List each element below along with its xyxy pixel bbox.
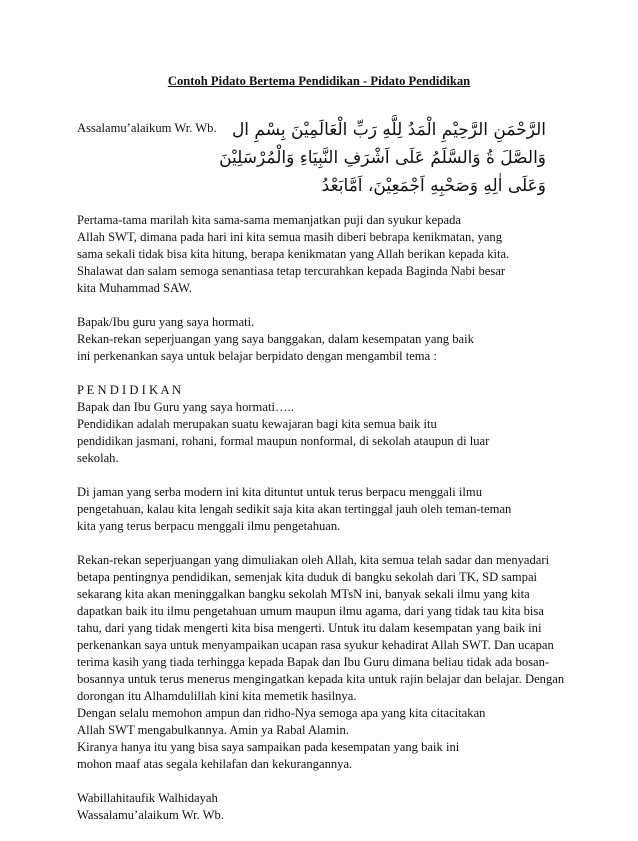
text-line: kita Muhammad SAW. <box>77 281 193 295</box>
paragraph-modern-era <box>77 484 577 535</box>
speech-body <box>77 212 577 841</box>
text-line: mohon maaf atas segala kehilafan dan kekurangannya. <box>77 757 353 771</box>
text-line: Pendidikan adalah merupakan suatu kewajaran bagi kita semua baik itu <box>77 417 437 431</box>
text-line: perkenankan saya untuk menyampaikan ucapan rasa syukur kehadirat Allah SWT. Dan ucapan <box>77 638 554 652</box>
text-line: Rekan-rekan seperjuangan yang dimuliakan oleh Allah, kita semua telah sadar dan menyadari <box>77 553 550 567</box>
text-line: terima kasih yang tiada terhingga kepada Bapak dan Ibu Guru dimana beliau tidak ada bosan- <box>77 655 550 669</box>
paragraph-gratitude <box>77 552 577 773</box>
text-line: sama sekali tidak bisa kita hitung, berapa kenikmatan yang Allah berikan kepada kita. <box>77 247 510 261</box>
text-line: Kiranya hanya itu yang bisa saya sampaikan pada kesempatan yang baik ini <box>77 740 460 754</box>
text-line: Rekan-rekan seperjuangan yang saya banggakan, dalam kesempatan yang baik <box>77 332 474 346</box>
arabic-line: وَالصَّلَ ةُ وَالسَّلَمُ عَلَى اَشْرَفِ النَّبِيَاءِ وَالْمُرْسَلِيْنَ <box>219 148 546 168</box>
text-line: Shalawat dan salam semoga senantiasa tetap tercurahkan kepada Baginda Nabi besar <box>77 264 506 278</box>
text-line: Allah SWT mengabulkannya. Amin ya Rabal Alamin. <box>77 723 349 737</box>
theme-heading: P E N D I D I K A N <box>77 383 182 397</box>
text-line: Bapak/Ibu guru yang saya hormati. <box>77 315 255 329</box>
arabic-line: الرَّحْمَنِ الرَّحِيْمِ الْمَدُ لِلَّهِ رَبِّ الْعَالَمِيْنَ بِسْمِ ال <box>231 120 546 140</box>
paragraph-address <box>77 314 577 365</box>
arabic-opening <box>219 116 546 200</box>
text-line: kita yang terus berpacu menggali ilmu pengetahuan. <box>77 519 341 533</box>
text-line: Pertama-tama marilah kita sama-sama memanjatkan puji dan syukur kepada <box>77 213 461 227</box>
text-line: pengetahuan, kalau kita lengah sedikit saja kita akan tertinggal jauh oleh teman-teman <box>77 502 512 516</box>
text-line: dapatkan baik itu ilmu pengetahuan umum maupun ilmu agama, dari yang tidak tau kita bisa <box>77 604 544 618</box>
opening-greeting: Assalamu’alaikum Wr. Wb. <box>77 121 217 135</box>
paragraph-theme <box>77 382 577 467</box>
paragraph-opening <box>77 212 577 297</box>
text-line: Wabillahitaufik Walhidayah <box>77 791 218 805</box>
document-title: Contoh Pidato Bertema Pendidikan - Pidato Pendidikan <box>167 74 471 88</box>
text-line: sekarang kita akan meninggalkan bangku sekolah MTsN ini, banyak sekali ilmu yang kita <box>77 587 530 601</box>
text-line: dorongan itu Alhamdulillah kini kita memetik hasilnya. <box>77 689 357 703</box>
text-line: ini perkenankan saya untuk belajar berpidato dengan mengambil tema : <box>77 349 437 363</box>
text-line: Bapak dan Ibu Guru yang saya hormati….. <box>77 400 294 414</box>
text-line: Di jaman yang serba modern ini kita dituntut untuk terus berpacu menggali ilmu <box>77 485 483 499</box>
text-line: bosannya untuk terus menerus mengingatkan kepada kita untuk rajin belajar dan belajar. Dengan <box>77 672 565 686</box>
arabic-line: وَعَلَى اٰلِهِ وَصَحْبِهِ اَجْمَعِيْنَ، اَمَّابَعْدُ <box>321 176 546 196</box>
paragraph-closing <box>77 790 577 824</box>
text-line: sekolah. <box>77 451 119 465</box>
text-line: Dengan selalu memohon ampun dan ridho-Nya semoga apa yang kita citacitakan <box>77 706 486 720</box>
text-line: pendidikan jasmani, rohani, formal maupun nonformal, di sekolah ataupun di luar <box>77 434 490 448</box>
text-line: Allah SWT, dimana pada hari ini kita semua masih diberi bebrapa kenikmatan, yang <box>77 230 503 244</box>
closing-greeting: Wassalamu’alaikum Wr. Wb. <box>77 808 225 822</box>
text-line: tahu, dari yang tidak mengerti kita bisa mengerti. Untuk itu dalam kesempatan yang baik ini <box>77 621 542 635</box>
text-line: betapa pentingnya pendidikan, semenjak kita duduk di bangku sekolah dari TK, SD sampai <box>77 570 538 584</box>
